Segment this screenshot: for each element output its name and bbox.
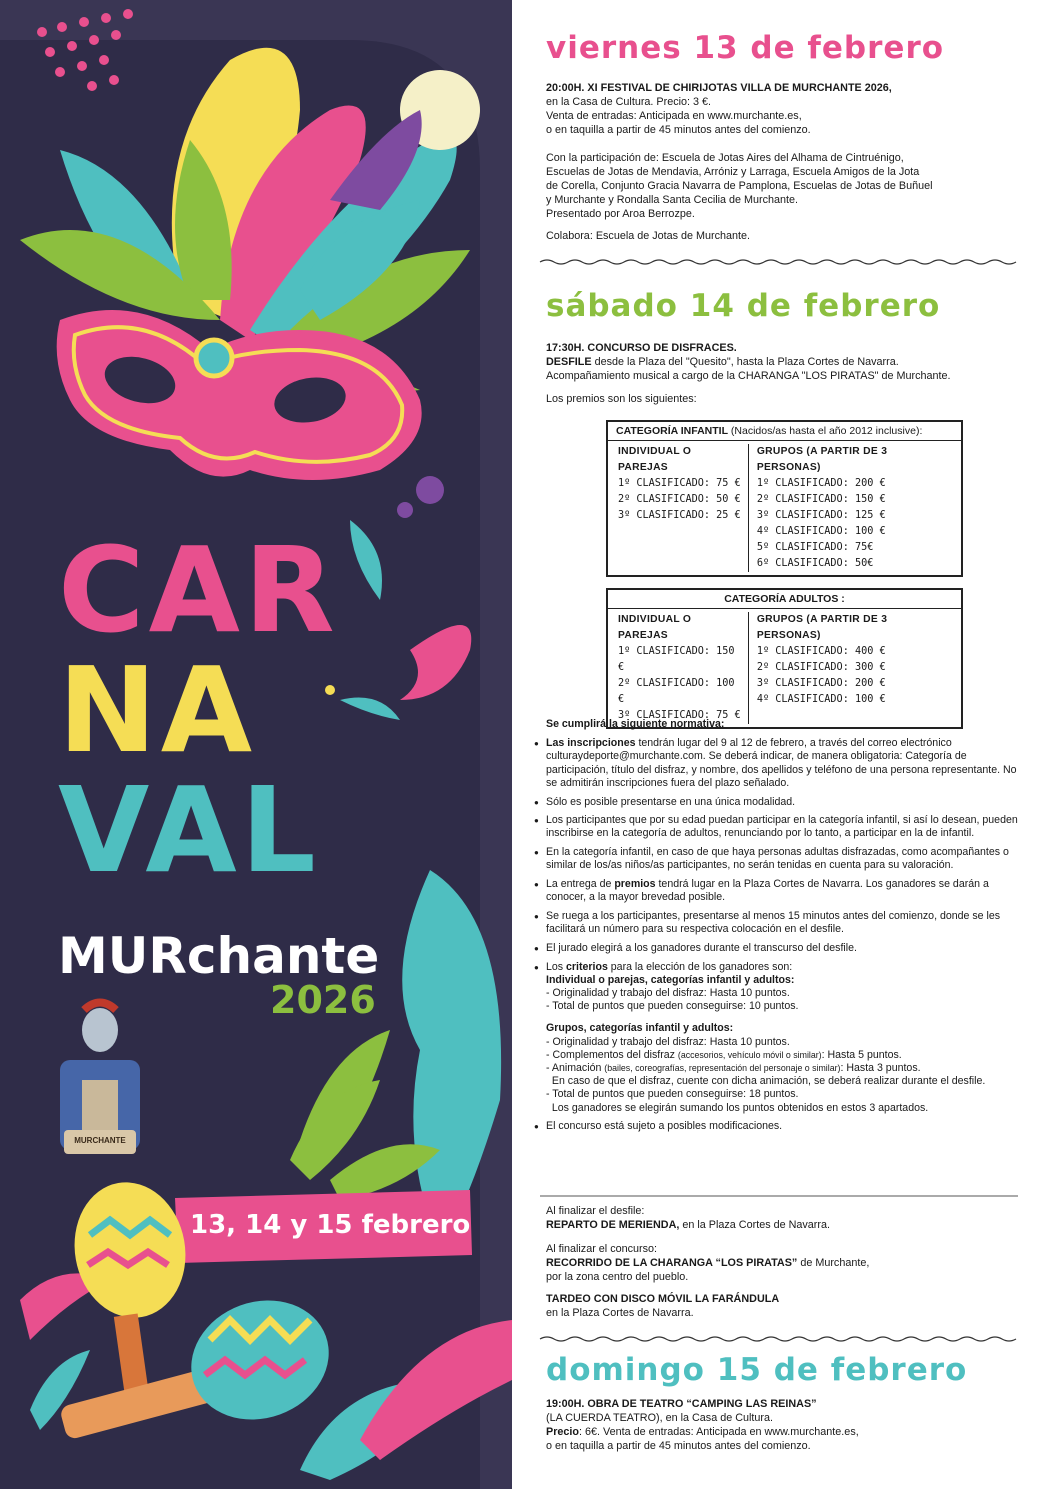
- infantil-head-bold: CATEGORÍA INFANTIL: [616, 425, 728, 437]
- friday-line-1: en la Casa de Cultura. Precio: 3 €.: [546, 96, 712, 108]
- after-concurso-intro: Al finalizar el concurso:: [546, 1243, 658, 1255]
- criterios-grp-2: [546, 1049, 1026, 1062]
- friday-participation-3: de Corella, Conjunto Gracia Navarra de Pamplona, Escuelas de Jotas de Buñuel: [546, 180, 933, 192]
- friday-headline-text: 20:00H. XI FESTIVAL DE CHIRIJOTAS VILLA DE MURCHANTE 2026,: [546, 82, 892, 94]
- infantil-grp-5: 5º CLASIFICADO: 75€: [756, 542, 874, 553]
- criterios-grp-head-text: Grupos, categorías infantil y adultos:: [546, 1022, 734, 1035]
- infantil-ind-1: 1º CLASIFICADO: 75 €: [618, 478, 741, 489]
- tardeo-headline: [546, 1293, 1016, 1307]
- sunday-price: [546, 1426, 1016, 1440]
- rule-1-text: tendrán lugar del 9 al 12 de febrero, a través del correo electrónico culturaydeporte@murchante.com. Se deberá indicar, de manera obligatoria: Categoría de participación, título del disfraz, y nombre, dos apellidos y teléfono de una persona representante. No se admitirán inscripciones fuera del plazo señalado.: [546, 737, 1017, 789]
- criterios-grp-2s: (accesorios, vehículo móvil o similar): [677, 1049, 822, 1060]
- criterios-grp-1: - Originalidad y trabajo del disfraz: Hasta 10 puntos.: [546, 1035, 790, 1048]
- rule-inscripciones: [546, 737, 1026, 790]
- rule-modificaciones: ● El concurso está sujeto a posibles modificaciones.: [546, 1120, 1026, 1133]
- friday-title: viernes 13 de febrero: [546, 30, 945, 66]
- after-concurso-zona: por la zona centro del pueblo.: [546, 1271, 689, 1283]
- sunday-price-label: Precio: [546, 1426, 580, 1438]
- saturday-desfile: [546, 356, 1016, 370]
- rule-1-bold: Las inscripciones: [546, 737, 636, 750]
- saturday-headline: [546, 342, 1016, 356]
- criterios-grp-4: - Total de puntos que pueden conseguirse: 18 puntos.: [546, 1088, 799, 1101]
- infantil-individual: [614, 444, 748, 572]
- friday-participation-1: Con la participación de: Escuela de Jotas Aires del Alhama de Cintruénigo,: [546, 152, 904, 164]
- rule-5-a: La entrega de: [546, 878, 615, 891]
- merienda-text: en la Plaza Cortes de Navarra.: [679, 1219, 831, 1231]
- adultos-grp-3: 3º CLASIFICADO: 200 €: [756, 678, 886, 689]
- adultos-groups: [748, 612, 955, 724]
- saturday-title: sábado 14 de febrero: [546, 288, 941, 324]
- infantil-head: [608, 422, 961, 441]
- tardeo-place: en la Plaza Cortes de Navarra.: [546, 1307, 694, 1319]
- rule-puntualidad: ● Se ruega a los participantes, presentarse al menos 15 minutos antes del comienzo, donde se les facilitará un número para su respectiva colocación en el desfile.: [546, 910, 1026, 936]
- rule-criterios: [546, 961, 1026, 1115]
- infantil-grp-1: 1º CLASIFICADO: 200 €: [756, 478, 886, 489]
- carnaval-line-2: NA: [58, 641, 257, 779]
- infantil-grp-2: 2º CLASIFICADO: 150 €: [756, 494, 886, 505]
- divider-2: [512, 1192, 1053, 1200]
- rules-section: [546, 718, 1026, 1139]
- rules-list: [546, 737, 1026, 1133]
- carnaval-line-3: VAL: [58, 761, 320, 899]
- rule-5-b: tendrá lugar en la Plaza Cortes de Navarra. Los ganadores se darán a conocer, a la mayor brevedad posible.: [546, 878, 989, 904]
- infantil-grp-6: 6º CLASIFICADO: 50€: [756, 558, 874, 569]
- divider-1: [512, 258, 1053, 266]
- adultos-head: [608, 590, 961, 609]
- prize-box-adultos: [606, 588, 963, 729]
- after-desfile-intro: Al finalizar el desfile:: [546, 1205, 645, 1217]
- adultos-grp-2: 2º CLASIFICADO: 300 €: [756, 662, 886, 673]
- criterios-grp-head: [546, 1022, 1026, 1035]
- criterios-ind-1: - Originalidad y trabajo del disfraz: Hasta 10 puntos.: [546, 986, 790, 999]
- friday-colabora: Colabora: Escuela de Jotas de Murchante.: [546, 230, 751, 242]
- sunday-line-1: (LA CUERDA TEATRO), en la Casa de Cultura.: [546, 1412, 774, 1424]
- sunday-title: domingo 15 de febrero: [546, 1352, 968, 1388]
- adultos-ind-3: 3º CLASIFICADO: 75 €: [618, 710, 741, 721]
- divider-3: [512, 1335, 1053, 1343]
- criterios-grp-5: Los ganadores se elegirán sumando los puntos obtenidos en estos 3 apartados.: [546, 1101, 929, 1114]
- merienda-label: REPARTO DE MERIENDA,: [546, 1219, 680, 1231]
- adultos-grp-1: 1º CLASIFICADO: 400 €: [756, 646, 886, 657]
- saturday-headline-text: 17:30H. CONCURSO DE DISFRACES.: [546, 342, 737, 354]
- infantil-head-rest: (Nacidos/as hasta el año 2012 inclusive):: [728, 425, 923, 437]
- criterios-grp-3: [546, 1062, 1026, 1075]
- rule-jurado: ● El jurado elegirá a los ganadores durante el transcurso del desfile.: [546, 942, 1026, 955]
- carnaval-line-1: CAR: [58, 521, 339, 659]
- sunday-line-3: o en taquilla a partir de 45 minutos antes del comienzo.: [546, 1440, 811, 1452]
- rule-premios: [546, 878, 1026, 904]
- rule-8-a: Los: [546, 960, 567, 973]
- criterios-grp-3c: En caso de que el disfraz, cuente con dicha animación, se deberá realizar durante el desfile.: [546, 1075, 986, 1088]
- criterios-grp-2a: - Complementos del disfraz: [546, 1048, 678, 1061]
- prize-box-infantil: [606, 420, 963, 577]
- year: 2026: [270, 978, 376, 1022]
- friday-participation-5: Presentado por Aroa Berrozpe.: [546, 208, 695, 220]
- tardeo-label: TARDEO CON DISCO MÓVIL LA FARÁNDULA: [546, 1293, 780, 1305]
- after-concurso-charanga: [546, 1257, 1016, 1271]
- adultos-head-text: CATEGORÍA ADULTOS :: [724, 593, 845, 605]
- adultos-grp-title: GRUPOS (A PARTIR DE 3 PERSONAS): [756, 614, 888, 641]
- prizes-intro: Los premios son los siguientes:: [546, 393, 697, 405]
- rule-acompanantes: ● En la categoría infantil, en caso de que haya personas adultas disfrazadas, como acompañantes o similar de los/as niños/as participantes, no serán tenidas en cuenta para su valoración.: [546, 846, 1026, 872]
- friday-participation-2: Escuelas de Jotas de Mendavia, Arróniz y Larraga, Escuela Amigos de la Jota: [546, 166, 920, 178]
- adultos-ind-2: 2º CLASIFICADO: 100 €: [618, 678, 735, 705]
- program-column: [512, 0, 1053, 1489]
- sunday-headline: [546, 1398, 1016, 1412]
- after-desfile-merienda: [546, 1219, 1016, 1233]
- criterios-intro: [546, 961, 1026, 974]
- poster-panel: [0, 0, 512, 1489]
- infantil-ind-title: INDIVIDUAL O PAREJAS: [618, 446, 692, 473]
- rule-modalidad: ● Sólo es posible presentarse en una única modalidad.: [546, 796, 1026, 809]
- criterios-grp-3s: (bailes, coreografías, representación del personaje o similar): [604, 1062, 841, 1073]
- friday-line-3: o en taquilla a partir de 45 minutos antes del comienzo.: [546, 124, 811, 136]
- infantil-ind-3: 3º CLASIFICADO: 25 €: [618, 510, 741, 521]
- infantil-groups: [748, 444, 955, 572]
- desfile-text: desde la Plaza del "Quesito", hasta la Plaza Cortes de Navarra.: [591, 356, 899, 368]
- friday-line-2: Venta de entradas: Anticipada en www.murchante.es,: [546, 110, 802, 122]
- infantil-grp-4: 4º CLASIFICADO: 100 €: [756, 526, 886, 537]
- sunday-price-text: : 6€. Venta de entradas: Anticipada en www.murchante.es,: [579, 1426, 859, 1438]
- desfile-label: DESFILE: [546, 356, 592, 368]
- criterios-grp-2b: : Hasta 5 puntos.: [821, 1048, 902, 1061]
- sunday-headline-text: 19:00H. OBRA DE TEATRO “CAMPING LAS REINAS”: [546, 1398, 817, 1410]
- rule-8-b: para la elección de los ganadores son:: [607, 960, 793, 973]
- infantil-grp-title: GRUPOS (A PARTIR DE 3 PERSONAS): [756, 446, 888, 473]
- infantil-ind-2: 2º CLASIFICADO: 50 €: [618, 494, 741, 505]
- adultos-individual: [614, 612, 748, 724]
- criterios-grp-3b: : Hasta 3 puntos.: [840, 1061, 921, 1074]
- crest-label: MURCHANTE: [74, 1136, 126, 1145]
- saturday-music: Acompañamiento musical a cargo de la CHARANGA "LOS PIRATAS" de Murchante.: [546, 370, 951, 382]
- charanga-label: RECORRIDO DE LA CHARANGA “LOS PIRATAS”: [546, 1257, 798, 1269]
- adultos-grp-4: 4º CLASIFICADO: 100 €: [756, 694, 886, 705]
- rule-infantil-adultos: ● Los participantes que por su edad puedan participar en la categoría infantil, si así lo desean, pueden inscribirse en la categoría de adultos, renunciando por lo tanto, a participar en la de infantil.: [546, 814, 1026, 840]
- dates-banner: 13, 14 y 15 febrero: [190, 1210, 471, 1240]
- town-name: MURchante: [58, 927, 380, 985]
- criterios-ind-head-text: Individual o parejas, categorías infantil y adultos:: [546, 973, 795, 986]
- infantil-grp-3: 3º CLASIFICADO: 125 €: [756, 510, 886, 521]
- adultos-ind-title: INDIVIDUAL O PAREJAS: [618, 614, 692, 641]
- criterios-ind-2: - Total de puntos que pueden conseguirse: 10 puntos.: [546, 1000, 799, 1013]
- adultos-ind-1: 1º CLASIFICADO: 150 €: [618, 646, 735, 673]
- rules-title: Se cumplirá la siguiente normativa:: [546, 718, 725, 730]
- criterios-grp-3a: - Animación: [546, 1061, 605, 1074]
- rule-8-bold: criterios: [566, 960, 608, 973]
- charanga-text: de Murchante,: [797, 1257, 870, 1269]
- friday-participation-4: y Murchante y Rondalla Santa Cecilia de Murchante.: [546, 194, 799, 206]
- criterios-ind-head: [546, 974, 1026, 987]
- friday-headline: [546, 82, 1016, 96]
- rule-5-bold: premios: [614, 878, 656, 891]
